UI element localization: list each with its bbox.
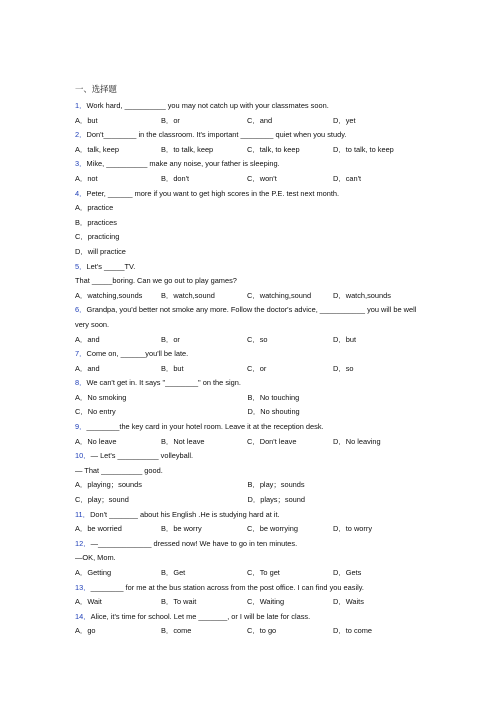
question-stem bbox=[75, 187, 420, 202]
question-text: Let's _____TV. bbox=[86, 261, 136, 271]
answer-option[interactable]: B．to talk, keep bbox=[161, 144, 214, 154]
question-number: 9． bbox=[75, 422, 87, 432]
answer-option[interactable]: A．and bbox=[75, 334, 100, 344]
answer-option[interactable]: C．won't bbox=[247, 173, 277, 183]
question-text: Come on, ______you'll be late. bbox=[86, 349, 189, 359]
answer-option[interactable]: A．be worried bbox=[75, 524, 122, 534]
answer-option[interactable]: A．No leave bbox=[75, 436, 117, 446]
answer-option[interactable]: B．play；sounds bbox=[247, 480, 305, 490]
answer-option[interactable]: D．so bbox=[333, 363, 354, 373]
question-number: 12． bbox=[75, 538, 91, 548]
answer-option[interactable]: A．Getting bbox=[75, 568, 112, 577]
answer-option[interactable]: A．practice bbox=[75, 203, 114, 213]
answer-option[interactable]: A．not bbox=[75, 173, 98, 183]
options-row bbox=[75, 230, 420, 245]
question-number: 5． bbox=[75, 261, 87, 271]
question-stem bbox=[75, 449, 420, 464]
question-stem bbox=[75, 157, 420, 172]
answer-option[interactable]: B．practices bbox=[75, 217, 117, 227]
question-number: 6． bbox=[75, 305, 87, 315]
question-stem bbox=[75, 128, 420, 143]
question-stem bbox=[75, 376, 420, 391]
question-text: We can't get in. It says "________" on the sign. bbox=[86, 378, 241, 388]
answer-option[interactable]: C．Waiting bbox=[247, 597, 285, 607]
question-item bbox=[75, 508, 420, 537]
answer-option[interactable]: D．Gets bbox=[333, 568, 362, 577]
options-row bbox=[75, 362, 420, 377]
answer-option[interactable]: A．and bbox=[75, 363, 100, 373]
answer-option[interactable]: D．to worry bbox=[333, 524, 373, 534]
question-number: 8． bbox=[75, 378, 87, 388]
answer-option[interactable]: A．go bbox=[75, 626, 96, 636]
answer-option[interactable]: C．and bbox=[247, 115, 273, 125]
answer-option[interactable]: D．yet bbox=[333, 115, 356, 125]
options-row bbox=[75, 493, 420, 508]
question-item bbox=[75, 99, 420, 128]
answer-option[interactable]: D．plays；sound bbox=[247, 495, 306, 505]
question-stem bbox=[75, 303, 420, 332]
question-item bbox=[75, 128, 420, 157]
question-item bbox=[75, 376, 420, 420]
question-text: Peter, ______ more if you want to get high scores in the P.E. test next month. bbox=[86, 188, 340, 198]
question-text: — Let's __________ volleyball. bbox=[90, 451, 194, 461]
question-number: 2． bbox=[75, 130, 87, 140]
answer-option[interactable]: A．but bbox=[75, 115, 98, 125]
question-item bbox=[75, 157, 420, 186]
question-text: Mike, __________ make any noise, your father is sleeping. bbox=[86, 159, 280, 169]
question-stem bbox=[75, 347, 420, 362]
question-stem bbox=[75, 420, 420, 435]
answer-option[interactable]: C．so bbox=[247, 334, 268, 344]
question-item bbox=[75, 610, 420, 639]
answer-option[interactable]: A．watching,sounds bbox=[75, 290, 143, 300]
question-number: 7． bbox=[75, 349, 87, 359]
question-number: 10． bbox=[75, 451, 91, 461]
answer-option[interactable]: B．To wait bbox=[161, 597, 197, 607]
options-row bbox=[75, 333, 420, 348]
question-text: Don't _______ about his English .He is studying hard at it. bbox=[90, 509, 280, 519]
answer-option[interactable]: C．play；sound bbox=[75, 495, 129, 505]
question-list bbox=[75, 99, 420, 639]
answer-option[interactable]: C．or bbox=[247, 363, 267, 373]
answer-option[interactable]: D．watch,sounds bbox=[333, 290, 391, 300]
question-item bbox=[75, 449, 420, 507]
question-dialogue-line: That _____boring. Can we go out to play games? bbox=[75, 276, 237, 286]
question-dialogue-line: — That __________ good. bbox=[75, 465, 163, 475]
question-text: —_____________ dressed now! We have to go in ten minutes. bbox=[90, 538, 298, 548]
options-row bbox=[75, 405, 420, 420]
options-row bbox=[75, 624, 420, 639]
answer-option[interactable]: B．come bbox=[161, 626, 192, 636]
question-stem bbox=[75, 508, 420, 523]
question-text: Don't________ in the classroom. It's important ________ quiet when you study. bbox=[86, 130, 347, 140]
answer-option[interactable]: C．practicing bbox=[75, 232, 120, 242]
question-item bbox=[75, 537, 420, 581]
options-row bbox=[75, 391, 420, 406]
question-stem bbox=[75, 260, 420, 275]
answer-option[interactable]: B．Get bbox=[161, 568, 186, 577]
answer-option[interactable]: D．but bbox=[333, 334, 357, 344]
answer-option[interactable]: D．to come bbox=[333, 626, 373, 636]
section-title: 一、选择题 bbox=[75, 84, 117, 94]
question-stem bbox=[75, 581, 420, 596]
options-row bbox=[75, 216, 420, 231]
document-page bbox=[75, 84, 420, 639]
options-row bbox=[75, 143, 420, 158]
answer-option[interactable]: D．Waits bbox=[333, 597, 364, 607]
answer-option[interactable]: D．No leaving bbox=[333, 436, 381, 446]
question-text: Grandpa, you'd better not smoke any more. Follow the doctor's advice, ___________ you will be well very soon. bbox=[75, 305, 417, 329]
question-item bbox=[75, 187, 420, 260]
answer-option[interactable]: C．To get bbox=[247, 568, 280, 577]
question-number: 4． bbox=[75, 188, 87, 198]
answer-option[interactable]: D．to talk, to keep bbox=[333, 144, 394, 154]
question-stem bbox=[75, 610, 420, 625]
question-number: 11． bbox=[75, 509, 91, 519]
question-number: 1． bbox=[75, 101, 87, 110]
question-item bbox=[75, 420, 420, 449]
question-item bbox=[75, 581, 420, 610]
answer-option[interactable]: D．will practice bbox=[75, 246, 126, 256]
question-number: 13． bbox=[75, 582, 91, 592]
answer-option[interactable]: C．watching,sound bbox=[247, 290, 312, 300]
answer-option[interactable]: A．playing；sounds bbox=[75, 480, 142, 490]
answer-option[interactable]: D．can't bbox=[333, 173, 362, 183]
answer-option[interactable]: B．watch,sound bbox=[161, 290, 215, 300]
answer-option[interactable]: B．No touching bbox=[247, 392, 300, 402]
answer-option[interactable]: C．to go bbox=[247, 626, 277, 636]
question-stem bbox=[75, 537, 420, 552]
question-text: ________ for me at the bus station across from the post office. I can find you easily. bbox=[90, 582, 364, 592]
question-text: Alice, it's time for school. Let me _______, or I will be late for class. bbox=[90, 611, 311, 621]
answer-option[interactable]: B．be worry bbox=[161, 524, 202, 534]
question-stem bbox=[75, 99, 420, 114]
question-item bbox=[75, 303, 420, 347]
answer-option[interactable]: C．be worrying bbox=[247, 524, 298, 534]
question-item bbox=[75, 260, 420, 304]
question-item bbox=[75, 347, 420, 376]
answer-option[interactable]: A．Wait bbox=[75, 597, 102, 607]
options-row bbox=[75, 114, 420, 129]
question-number: 14． bbox=[75, 611, 91, 621]
question-text: ________the key card in your hotel room. Leave it at the reception desk. bbox=[86, 422, 324, 432]
question-text: Work hard, __________ you may not catch up with your classmates soon. bbox=[86, 101, 329, 110]
options-row bbox=[75, 289, 420, 304]
options-row bbox=[75, 201, 420, 216]
answer-option[interactable]: C．Don't leave bbox=[247, 436, 297, 446]
answer-option[interactable]: B．or bbox=[161, 115, 180, 125]
options-row bbox=[75, 435, 420, 450]
options-row bbox=[75, 595, 420, 610]
answer-option[interactable]: C．talk, to keep bbox=[247, 144, 300, 154]
answer-option[interactable]: D．No shouting bbox=[247, 407, 300, 417]
question-number: 3． bbox=[75, 159, 87, 169]
options-row bbox=[75, 478, 420, 493]
answer-option[interactable]: B．or bbox=[161, 334, 180, 344]
answer-option[interactable]: A．No smoking bbox=[75, 392, 127, 402]
answer-option[interactable]: A．talk, keep bbox=[75, 144, 119, 154]
options-row bbox=[75, 245, 420, 260]
options-row bbox=[75, 566, 420, 581]
options-row bbox=[75, 522, 420, 537]
answer-option[interactable]: C．No entry bbox=[75, 407, 116, 417]
answer-option[interactable]: B．don't bbox=[161, 173, 190, 183]
answer-option[interactable]: B．Not leave bbox=[161, 436, 205, 446]
options-row bbox=[75, 172, 420, 187]
question-dialogue-line: —OK, Mom. bbox=[75, 553, 116, 563]
answer-option[interactable]: B．but bbox=[161, 363, 184, 373]
